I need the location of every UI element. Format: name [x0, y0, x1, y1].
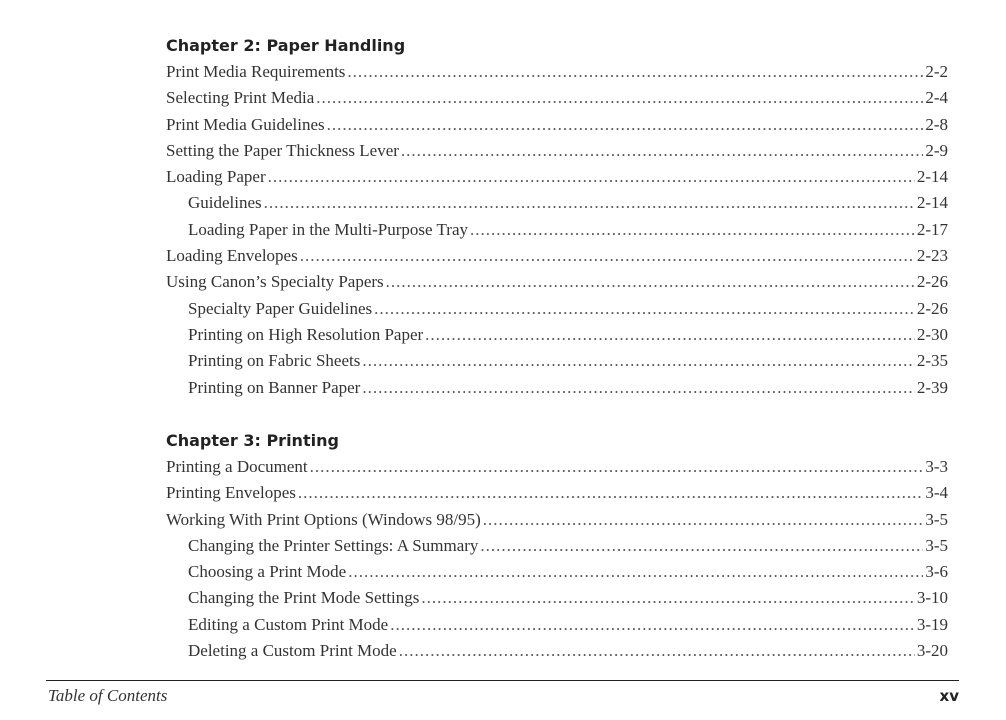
footer-section-title: Table of Contents [48, 686, 168, 705]
toc-dot-leader [347, 59, 923, 85]
chapter-3-heading: Chapter 3: Printing [166, 431, 339, 450]
toc-entry [166, 480, 948, 506]
chapter-2-entries [166, 59, 948, 401]
toc-entry-title: Changing the Print Mode Settings [188, 588, 420, 608]
toc-dot-leader [470, 217, 915, 243]
toc-entry-page: 2-14 [916, 167, 948, 187]
toc-entry [166, 322, 948, 348]
toc-entry [166, 296, 948, 322]
toc-entry [166, 138, 948, 164]
toc-entry-page: 2-9 [925, 140, 948, 160]
toc-entry [166, 269, 948, 295]
toc-entry [166, 375, 948, 401]
toc-entry-title: Deleting a Custom Print Mode [188, 641, 397, 661]
toc-entry-page: 2-8 [925, 114, 948, 134]
toc-entry-title: Using Canon’s Specialty Papers [166, 272, 384, 292]
toc-dot-leader [298, 480, 923, 506]
toc-entry-title: Choosing a Print Mode [188, 562, 347, 582]
toc-entry-title: Changing the Printer Settings: A Summary [188, 535, 479, 555]
toc-entry-title: Print Media Requirements [166, 62, 346, 81]
toc-entry-page: 3-20 [916, 641, 948, 661]
toc-entry [166, 507, 948, 533]
toc-entry [166, 533, 948, 559]
toc-entry-title: Setting the Paper Thickness Lever [166, 140, 399, 160]
chapter-3-entries [166, 454, 948, 664]
footer-page-number: xv [939, 687, 959, 705]
toc-dot-leader [310, 454, 924, 480]
toc-dot-leader [362, 375, 914, 401]
toc-dot-leader [327, 112, 924, 138]
toc-entry [166, 164, 948, 190]
toc-entry [166, 85, 948, 111]
toc-entry-title: Printing Envelopes [166, 483, 296, 503]
toc-dot-leader [401, 138, 923, 164]
toc-dot-leader [374, 296, 915, 322]
toc-dot-leader [480, 533, 923, 559]
toc-entry-page: 3-6 [925, 562, 948, 582]
toc-entry-title: Loading Paper in the Multi-Purpose Tray [188, 219, 469, 239]
toc-entry-title: Editing a Custom Print Mode [188, 614, 389, 634]
toc-entry-title: Selecting Print Media [166, 88, 315, 108]
toc-entry-page: 2-23 [916, 246, 948, 266]
toc-dot-leader [386, 269, 915, 295]
toc-entry-page: 3-3 [925, 457, 948, 476]
toc-entry [166, 585, 948, 611]
toc-entry-page: 3-5 [925, 509, 948, 529]
toc-entry-title: Loading Paper [166, 167, 266, 187]
toc-dot-leader [483, 507, 924, 533]
toc-entry-title: Working With Print Options (Windows 98/95) [166, 509, 481, 529]
toc-entry-title: Printing on Fabric Sheets [188, 351, 361, 371]
toc-entry [166, 559, 948, 585]
toc-dot-leader [264, 190, 915, 216]
toc-entry-title: Loading Envelopes [166, 246, 298, 266]
toc-entry-page: 3-10 [916, 588, 948, 608]
toc-entry [166, 112, 948, 138]
toc-dot-leader [362, 348, 914, 374]
toc-dot-leader [425, 322, 915, 348]
toc-entry [166, 190, 948, 216]
toc-entry-title: Printing on High Resolution Paper [188, 324, 424, 344]
toc-entry-page: 3-19 [916, 614, 948, 634]
toc-dot-leader [300, 243, 915, 269]
toc-entry-page: 2-2 [925, 62, 948, 81]
toc-entry-title: Printing a Document [166, 457, 308, 476]
toc-entry-page: 3-4 [925, 483, 948, 503]
toc-entry [166, 243, 948, 269]
toc-entry-title: Print Media Guidelines [166, 114, 325, 134]
toc-dot-leader [399, 638, 915, 664]
toc-entry-page: 2-26 [916, 298, 948, 318]
toc-entry-page: 2-39 [916, 377, 948, 397]
toc-entry-page: 2-4 [925, 88, 948, 108]
toc-entry-page: 2-35 [916, 351, 948, 371]
toc-entry-page: 2-30 [916, 324, 948, 344]
toc-entry-title: Specialty Paper Guidelines [188, 298, 373, 318]
toc-entry-page: 2-26 [916, 272, 948, 292]
toc-entry [166, 217, 948, 243]
toc-entry [166, 638, 948, 664]
toc-entry [166, 612, 948, 638]
toc-dot-leader [421, 585, 914, 611]
toc-entry [166, 454, 948, 480]
toc-entry [166, 348, 948, 374]
footer-rule [46, 680, 959, 681]
toc-entry [166, 59, 948, 85]
toc-entry-title: Printing on Banner Paper [188, 377, 361, 397]
toc-entry-page: 2-14 [916, 193, 948, 213]
toc-dot-leader [316, 85, 923, 111]
toc-dot-leader [348, 559, 923, 585]
toc-entry-title: Guidelines [188, 193, 262, 213]
chapter-2-heading: Chapter 2: Paper Handling [166, 36, 406, 55]
toc-entry-page: 2-17 [916, 219, 948, 239]
toc-entry-page: 3-5 [925, 535, 948, 555]
toc-dot-leader [390, 612, 915, 638]
toc-dot-leader [268, 164, 915, 190]
